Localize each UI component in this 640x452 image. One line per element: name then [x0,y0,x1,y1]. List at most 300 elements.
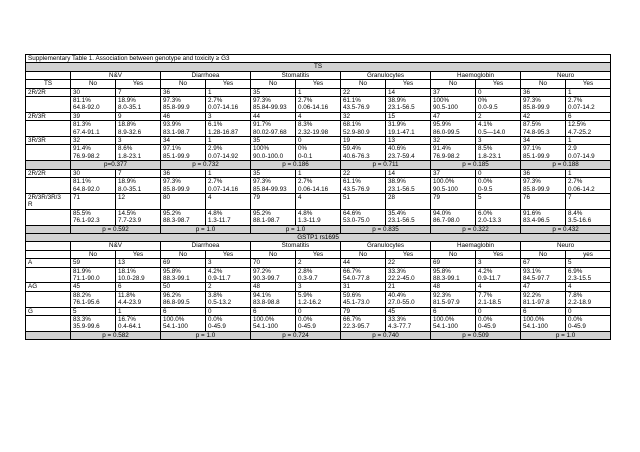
percent-ci-cell: 93.1% 84.5-97.7 [521,267,566,283]
count-cell: 9 [116,112,161,120]
p-value: p = 0.711 [341,161,431,169]
count-cell: 6 [251,307,296,315]
percent-ci-cell: 31.9% 19.1-47.1 [386,121,431,137]
count-cell: 70 [251,259,296,267]
count-cell: 48 [251,283,296,291]
genotype-label: 2R/3R/3R/3 R [26,193,71,209]
count-cell: 6 [566,112,611,120]
percent-ci-cell: 100.0% 54.1-100 [431,316,476,332]
percent-ci-cell: 64.6% 53.0-75.0 [341,209,386,225]
subheader-cell: No [431,250,476,258]
count-cell: 22 [341,169,386,177]
genotype-percent-row [26,267,611,283]
percent-ci-cell: 95.9% 86.0-99.5 [431,121,476,137]
count-cell: 5 [71,307,116,315]
percent-ci-cell: 6.9% 2.3-15.5 [566,267,611,283]
p-value: p = 1.0 [521,331,611,339]
genotype-percent-row [26,316,611,332]
percent-ci-cell: 14.5% 7.7-23.9 [116,209,161,225]
percent-ci-cell: 16.7% 0.4-64.1 [116,316,161,332]
genotype-count-row [26,259,611,267]
percent-ci-cell: 81.9% 71.1-90.0 [71,267,116,283]
genotype-count-row [26,88,611,96]
count-cell: 14 [386,169,431,177]
genotype-toxicity-table [25,54,611,340]
count-cell: 0 [206,307,251,315]
subheader-cell: No [341,80,386,88]
toxicity-header: N&V [71,242,161,250]
percent-ci-cell: 97.3% 85.84-99.93 [251,178,296,194]
count-cell: 71 [71,193,116,209]
count-cell: 3 [476,137,521,145]
section-title: TS [26,63,611,71]
count-cell: 51 [341,193,386,209]
subheader-cell: No [251,80,296,88]
percent-ci-cell: 8.5% 1.8-23.1 [476,145,521,161]
count-cell: 59 [71,259,116,267]
count-cell: 0 [476,307,521,315]
percent-ci-cell: 68.1% 52.9-80.9 [341,121,386,137]
subheader-cell: Yes [116,250,161,258]
percent-ci-cell: 38.9% 23.1-56.5 [386,97,431,113]
percent-ci-cell: 97.3% 85.8-99.9 [161,178,206,194]
genotype-percent-row [26,209,611,225]
percent-ci-cell: 12.5% 4.7-25.2 [566,121,611,137]
genotype-percent-row [26,121,611,137]
pvalue-row [26,225,611,233]
percent-ci-cell: 93.9% 83.1-98.7 [161,121,206,137]
percent-ci-cell: 8.6% 1.8-23.1 [116,145,161,161]
percent-ci-cell: 97.3% 85.8-99.9 [521,97,566,113]
section-title-row [26,63,611,71]
count-cell: 1 [296,169,341,177]
count-cell: 32 [71,137,116,145]
subheader-cell: No [521,80,566,88]
count-cell: 46 [161,112,206,120]
count-cell: 79 [431,193,476,209]
count-cell: 4 [476,283,521,291]
subheader-cell: Yes [116,80,161,88]
subheader-cell: No [521,250,566,258]
genotype-label-spacer [26,178,71,194]
count-cell: 37 [431,169,476,177]
genotype-label: A [26,259,71,267]
percent-ci-cell: 66.7% 22.3-95.7 [341,316,386,332]
percent-ci-cell: 85.5% 76.1-92.3 [71,209,116,225]
subheader-cell: yes [566,250,611,258]
percent-ci-cell: 95.8% 88.3-99.1 [161,267,206,283]
count-cell: 0 [566,307,611,315]
subheader-cell: Yes [296,250,341,258]
count-cell: 1 [296,88,341,96]
section-row-label: TS [26,80,71,88]
count-cell: 69 [431,259,476,267]
count-cell: 4 [296,112,341,120]
count-cell: 79 [251,193,296,209]
percent-ci-cell: 95.2% 88.3-98.7 [161,209,206,225]
count-cell: 36 [521,88,566,96]
percent-ci-cell: 33.3% 22.2-45.0 [386,267,431,283]
genotype-label-spacer [26,145,71,161]
genotype-label-spacer [26,291,71,307]
count-cell: 6 [521,307,566,315]
p-value: p = 0.582 [71,331,161,339]
toxicity-header: Haemoglobin [431,71,521,79]
percent-ci-cell: 4.1% 0.5—14.0 [476,121,521,137]
percent-ci-cell: 0% 0-0.1 [296,145,341,161]
count-cell: 34 [521,137,566,145]
count-cell: 67 [521,259,566,267]
p-value: p = 0.322 [431,225,521,233]
subheader-cell: No [161,250,206,258]
p-value: p = 0.188 [521,161,611,169]
genotype-count-row [26,112,611,120]
count-cell: 1 [566,169,611,177]
percent-ci-cell: 33.3% 4.3-77.7 [386,316,431,332]
count-cell: 0 [296,137,341,145]
subheader-row [26,80,611,88]
percent-ci-cell: 0.0% 0-45.9 [206,316,251,332]
genotype-count-row [26,137,611,145]
percent-ci-cell: 91.4% 76.9-98.2 [71,145,116,161]
count-cell: 3 [116,137,161,145]
percent-ci-cell: 4.8% 1.3-11.7 [206,209,251,225]
percent-ci-cell: 97.1% 85.1-99.9 [521,145,566,161]
genotype-label-spacer [26,267,71,283]
count-cell: 22 [341,88,386,96]
count-cell: 4 [296,193,341,209]
genotype-label-spacer [26,316,71,332]
percent-ci-cell: 81.1% 64.8-92.0 [71,97,116,113]
p-value: p = 1.0 [161,331,251,339]
count-cell: 1 [566,88,611,96]
percent-ci-cell: 96.2% 86.8-99.5 [161,291,206,307]
count-cell: 4 [566,283,611,291]
percent-ci-cell: 11.8% 4.4-23.9 [116,291,161,307]
section-title: GSTP1 rs1695 [26,233,611,241]
percent-ci-cell: 91.7% 80.02-97.68 [251,121,296,137]
percent-ci-cell: 18.1% 10.0-28.9 [116,267,161,283]
count-cell: 1 [566,137,611,145]
count-cell: 13 [116,259,161,267]
count-cell: 36 [161,169,206,177]
count-cell: 13 [386,137,431,145]
genotype-label: 2R/3R [26,112,71,120]
count-cell: 34 [161,137,206,145]
genotype-percent-row [26,97,611,113]
count-cell: 21 [386,283,431,291]
count-cell: 0 [296,307,341,315]
genotype-count-row [26,169,611,177]
p-value: p = 1.0 [161,225,251,233]
supplementary-table-document [25,54,611,340]
count-cell: 6 [161,307,206,315]
count-cell: 36 [521,169,566,177]
count-cell: 5 [476,193,521,209]
percent-ci-cell: 3.8% 0.5-13.2 [206,291,251,307]
percent-ci-cell: 7.8% 2.2-18.9 [566,291,611,307]
row-header-spacer [26,250,71,258]
count-cell: 1 [206,169,251,177]
subheader-cell: Yes [206,80,251,88]
percent-ci-cell: 2.7% 0.06-14.2 [566,178,611,194]
percent-ci-cell: 0.0% 0-45.9 [296,316,341,332]
percent-ci-cell: 4.2% 0.9-11.7 [206,267,251,283]
count-cell: 31 [341,283,386,291]
toxicity-header: Stomatitis [251,242,341,250]
p-value: p = 0.509 [431,331,521,339]
percent-ci-cell: 5.9% 1.2-16.2 [296,291,341,307]
subheader-cell: Yes [206,250,251,258]
genotype-count-row [26,283,611,291]
genotype-percent-row [26,178,611,194]
percent-ci-cell: 100.0% 54.1-100 [161,316,206,332]
toxicity-header: Neuro [521,71,611,79]
count-cell: 30 [71,88,116,96]
count-cell: 2 [296,259,341,267]
p-value: p = 0.432 [521,225,611,233]
count-cell: 30 [71,169,116,177]
percent-ci-cell: 2.7% 0.06-14.16 [296,97,341,113]
count-cell: 3 [476,259,521,267]
percent-ci-cell: 59.4% 40.6-76.3 [341,145,386,161]
subheader-cell: Yes [386,80,431,88]
percent-ci-cell: 2.9 0.07-14.9 [566,145,611,161]
count-cell: 35 [251,169,296,177]
count-cell: 22 [386,259,431,267]
count-cell: 0 [476,169,521,177]
pvalue-row [26,161,611,169]
percent-ci-cell: 18.8% 8.9-32.6 [116,121,161,137]
pvalue-row [26,331,611,339]
p-value: p = 0.185 [431,161,521,169]
subheader-cell: No [161,80,206,88]
percent-ci-cell: 88.2% 76.1-95.6 [71,291,116,307]
table-caption: Supplementary Table 1. Association between genotype and toxicity ≥ G3 [26,55,611,63]
percent-ci-cell: 18.9% 8.0-35.1 [116,97,161,113]
percent-ci-cell: 81.1% 64.8-92.0 [71,178,116,194]
subheader-cell: No [431,80,476,88]
percent-ci-cell: 94.1% 83.8-98.8 [251,291,296,307]
percent-ci-cell: 40.4% 27.0-55.0 [386,291,431,307]
percent-ci-cell: 92.2% 81.1-97.8 [521,291,566,307]
count-cell: 76 [521,193,566,209]
count-cell: 36 [161,88,206,96]
toxicity-header: Stomatitis [251,71,341,79]
percent-ci-cell: 100% 90.0-100.0 [251,145,296,161]
percent-ci-cell: 97.3% 85.84-99.93 [251,97,296,113]
toxicity-header: N&V [71,71,161,79]
toxicity-header: Diarrhoea [161,242,251,250]
subheader-cell: No [71,80,116,88]
pvalue-label-spacer [26,161,71,169]
row-header-spacer [26,242,71,250]
percent-ci-cell: 95.2% 88.1-98.7 [251,209,296,225]
percent-ci-cell: 35.4% 23.1-56.5 [386,209,431,225]
percent-ci-cell: 0.0% 0-9.5 [476,178,521,194]
percent-ci-cell: 2.9% 0.07-14.92 [206,145,251,161]
percent-ci-cell: 100% 90.5-100 [431,97,476,113]
percent-ci-cell: 8.4% 3.5-16.6 [566,209,611,225]
percent-ci-cell: 2.7% 0.07-14.16 [206,178,251,194]
percent-ci-cell: 18.9% 8.0-35.1 [116,178,161,194]
count-cell: 7 [116,169,161,177]
count-cell: 44 [341,259,386,267]
genotype-count-row [26,307,611,315]
count-cell: 35 [251,137,296,145]
count-cell: 44 [251,112,296,120]
toxicity-header: Haemaglobin [431,242,521,250]
percent-ci-cell: 6.1% 1.28-16.87 [206,121,251,137]
count-cell: 32 [341,112,386,120]
percent-ci-cell: 91.4% 76.9-98.2 [431,145,476,161]
percent-ci-cell: 97.3% 85.8-99.9 [521,178,566,194]
count-cell: 45 [386,307,431,315]
percent-ci-cell: 61.1% 43.5-76.9 [341,97,386,113]
section-title-row [26,233,611,241]
subheader-cell: Yes [476,250,521,258]
subheader-cell: Yes [296,80,341,88]
count-cell: 80 [161,193,206,209]
genotype-label: 2R/2R [26,88,71,96]
percent-ci-cell: 100.0% 90.5-100 [431,178,476,194]
toxicity-header-row [26,71,611,79]
percent-ci-cell: 4.8% 1.3-11.9 [296,209,341,225]
genotype-label: 2R/2R [26,169,71,177]
p-value: p = 0.740 [341,331,431,339]
genotype-label: G [26,307,71,315]
count-cell: 5 [566,259,611,267]
count-cell: 1 [206,137,251,145]
count-cell: 2 [476,112,521,120]
percent-ci-cell: 59.6% 45.1-73.0 [341,291,386,307]
percent-ci-cell: 97.2% 90.3-99.7 [251,267,296,283]
percent-ci-cell: 87.5% 74.8-95.3 [521,121,566,137]
percent-ci-cell: 91.6% 83.4-96.5 [521,209,566,225]
toxicity-header: Diarrhoea [161,71,251,79]
p-value: p=0.377 [71,161,161,169]
pvalue-label-spacer [26,225,71,233]
count-cell: 3 [206,259,251,267]
genotype-label: AG [26,283,71,291]
count-cell: 50 [161,283,206,291]
genotype-percent-row [26,145,611,161]
genotype-count-row [26,193,611,209]
percent-ci-cell: 38.9% 23.1-56.5 [386,178,431,194]
subheader-cell: Yes [566,80,611,88]
percent-ci-cell: 8.3% 2.32-19.98 [296,121,341,137]
pvalue-label-spacer [26,331,71,339]
count-cell: 48 [431,283,476,291]
percent-ci-cell: 2.7% 0.07-14.16 [206,97,251,113]
percent-ci-cell: 2.7% 0.06-14.16 [296,178,341,194]
p-value: p = 0.835 [341,225,431,233]
genotype-label-spacer [26,121,71,137]
count-cell: 28 [386,193,431,209]
toxicity-header: Granulocytes [341,71,431,79]
count-cell: 0 [476,88,521,96]
p-value: p = 0.732 [161,161,251,169]
percent-ci-cell: 7.7% 2.1-18.5 [476,291,521,307]
percent-ci-cell: 0.0% 0-45.9 [566,316,611,332]
percent-ci-cell: 6.0% 2.0-13.3 [476,209,521,225]
count-cell: 3 [296,283,341,291]
count-cell: 69 [161,259,206,267]
p-value: p = 0.186 [251,161,341,169]
percent-ci-cell: 66.7% 54.0-77.8 [341,267,386,283]
genotype-label-spacer [26,97,71,113]
toxicity-header: Granulocytes [341,242,431,250]
percent-ci-cell: 97.1% 85.1-99.9 [161,145,206,161]
count-cell: 6 [431,307,476,315]
subheader-cell: Yes [386,250,431,258]
percent-ci-cell: 2.8% 0.3-9.7 [296,267,341,283]
percent-ci-cell: 61.1% 43.5-76.9 [341,178,386,194]
toxicity-header: Neuro [521,242,611,250]
count-cell: 47 [431,112,476,120]
count-cell: 19 [341,137,386,145]
percent-ci-cell: 2.7% 0.07-14.2 [566,97,611,113]
genotype-percent-row [26,291,611,307]
toxicity-header-row [26,242,611,250]
row-header-spacer [26,71,71,79]
subheader-cell: Yes [476,80,521,88]
count-cell: 2 [206,283,251,291]
count-cell: 42 [521,112,566,120]
p-value: p = 1.0 [251,225,341,233]
table-body [26,55,611,340]
count-cell: 45 [71,283,116,291]
count-cell: 15 [386,112,431,120]
genotype-label-spacer [26,209,71,225]
percent-ci-cell: 4.2% 0.9-11.7 [476,267,521,283]
count-cell: 12 [116,193,161,209]
count-cell: 47 [521,283,566,291]
subheader-cell: No [71,250,116,258]
percent-ci-cell: 0% 0.0-9.5 [476,97,521,113]
count-cell: 14 [386,88,431,96]
subheader-row [26,250,611,258]
count-cell: 4 [206,193,251,209]
count-cell: 79 [341,307,386,315]
percent-ci-cell: 0.0% 0-45.9 [476,316,521,332]
subheader-cell: No [341,250,386,258]
percent-ci-cell: 92.3% 81.5-97.9 [431,291,476,307]
subheader-cell: No [251,250,296,258]
percent-ci-cell: 81.3% 67.4-91.1 [71,121,116,137]
percent-ci-cell: 83.3% 35.9-99.6 [71,316,116,332]
count-cell: 35 [251,88,296,96]
count-cell: 7 [116,88,161,96]
count-cell: 1 [116,307,161,315]
percent-ci-cell: 40.6% 23.7-59.4 [386,145,431,161]
p-value: p = 0.592 [71,225,161,233]
count-cell: 7 [566,193,611,209]
count-cell: 32 [431,137,476,145]
percent-ci-cell: 100.0% 54.1-100 [251,316,296,332]
count-cell: 6 [116,283,161,291]
count-cell: 3 [206,112,251,120]
count-cell: 1 [206,88,251,96]
genotype-label: 3R/3R [26,137,71,145]
percent-ci-cell: 100.0% 54.1-100 [521,316,566,332]
p-value: p = 0.724 [251,331,341,339]
count-cell: 39 [71,112,116,120]
percent-ci-cell: 94.0% 86.7-98.0 [431,209,476,225]
percent-ci-cell: 97.3% 85.8-99.9 [161,97,206,113]
percent-ci-cell: 95.8% 88.3-99.1 [431,267,476,283]
count-cell: 37 [431,88,476,96]
